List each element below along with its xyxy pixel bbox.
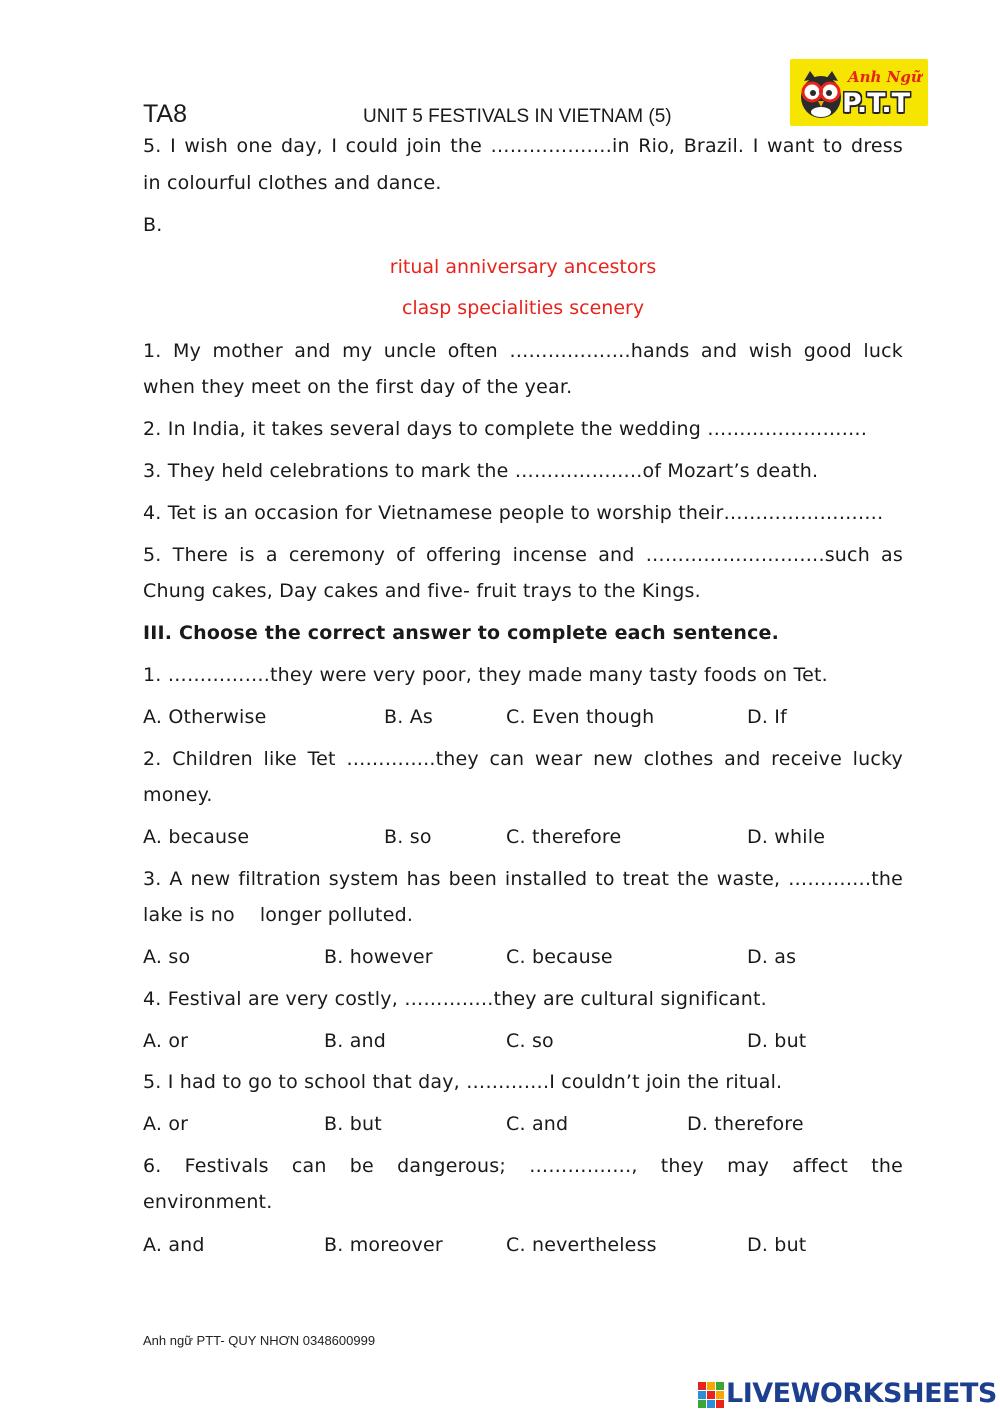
option-3-4-b[interactable]: B. and — [324, 1030, 387, 1052]
question-b3: 3. They held celebrations to mark the ………………..of Mozart’s death. — [143, 460, 819, 482]
question-3-2-line2: money. — [143, 784, 213, 806]
section-3-heading: III. Choose the correct answer to complete each sentence. — [143, 622, 780, 644]
question-b2: 2. In India, it takes several days to complete the wedding ……………………. — [143, 418, 868, 440]
question-3-4: 4. Festival are very costly, …………..they are cultural significant. — [143, 988, 767, 1010]
option-3-3-a[interactable]: A. so — [143, 946, 191, 968]
question-a5-line2: in colourful clothes and dance. — [143, 172, 442, 194]
option-3-1-c[interactable]: C. Even though — [506, 706, 655, 728]
logo-line1: Anh Ngữ — [848, 68, 922, 86]
option-3-2-a[interactable]: A. because — [143, 826, 250, 848]
option-3-3-d[interactable]: D. as — [747, 946, 797, 968]
option-3-2-c[interactable]: C. therefore — [506, 826, 622, 848]
option-3-5-a[interactable]: A. or — [143, 1113, 189, 1135]
question-3-6-line1: 6. Festivals can be dangerous; ……………., they may affect the — [143, 1155, 903, 1177]
question-b1-line1: 1. My mother and my uncle often ……………….hands and wish good luck — [143, 340, 903, 362]
option-3-3-c[interactable]: C. because — [506, 946, 613, 968]
word-bank-row-1: ritual anniversary ancestors — [389, 256, 657, 278]
option-3-4-d[interactable]: D. but — [747, 1030, 807, 1052]
option-3-5-d[interactable]: D. therefore — [687, 1113, 804, 1135]
question-b4: 4. Tet is an occasion for Vietnamese people to worship their……………………. — [143, 502, 884, 524]
question-3-3-line1: 3. A new filtration system has been installed to treat the waste, ………….the — [143, 868, 903, 890]
section-b-label: B. — [143, 214, 163, 236]
page-title: UNIT 5 FESTIVALS IN VIETNAM (5) — [363, 106, 672, 127]
word-bank-row-2: clasp specialities scenery — [401, 297, 645, 319]
option-3-1-d[interactable]: D. If — [747, 706, 788, 728]
option-3-2-d[interactable]: D. while — [747, 826, 826, 848]
option-3-4-c[interactable]: C. so — [506, 1030, 554, 1052]
option-3-5-c[interactable]: C. and — [506, 1113, 569, 1135]
question-b1-line2: when they meet on the first day of the year. — [143, 376, 573, 398]
question-3-6-line2: environment. — [143, 1191, 273, 1213]
footer-text: Anh ngữ PTT- QUY NHƠN 0348600999 — [143, 1333, 376, 1348]
owl-with-glasses-icon — [796, 67, 846, 119]
option-3-5-b[interactable]: B. but — [324, 1113, 382, 1135]
liveworksheets-logo-icon — [698, 1382, 724, 1408]
question-a5-line1: 5. I wish one day, I could join the ……………….in Rio, Brazil. I want to dress — [143, 135, 903, 157]
logo — [790, 59, 928, 126]
option-3-4-a[interactable]: A. or — [143, 1030, 189, 1052]
option-3-6-a[interactable]: A. and — [143, 1234, 205, 1256]
option-3-2-b[interactable]: B. so — [384, 826, 432, 848]
question-3-3-line2: lake is no longer polluted. — [143, 904, 414, 926]
question-b5-line2: Chung cakes, Day cakes and five- fruit trays to the Kings. — [143, 580, 701, 602]
option-3-3-b[interactable]: B. however — [324, 946, 433, 968]
option-3-6-d[interactable]: D. but — [747, 1234, 807, 1256]
logo-line2: P.T.T — [842, 88, 911, 119]
option-3-1-b[interactable]: B. As — [384, 706, 434, 728]
option-3-1-a[interactable]: A. Otherwise — [143, 706, 267, 728]
watermark-text: LIVEWORKSHEETS — [726, 1378, 997, 1409]
unit-code: TA8 — [143, 100, 187, 128]
question-b5-line1: 5. There is a ceremony of offering incense and ……………………….such as — [143, 544, 903, 566]
question-3-1: 1. …………….they were very poor, they made many tasty foods on Tet. — [143, 664, 828, 686]
option-3-6-c[interactable]: C. nevertheless — [506, 1234, 657, 1256]
question-3-2-line1: 2. Children like Tet …………..they can wear new clothes and receive lucky — [143, 748, 903, 770]
option-3-6-b[interactable]: B. moreover — [324, 1234, 443, 1256]
question-3-5: 5. I had to go to school that day, ………….I couldn’t join the ritual. — [143, 1071, 783, 1093]
